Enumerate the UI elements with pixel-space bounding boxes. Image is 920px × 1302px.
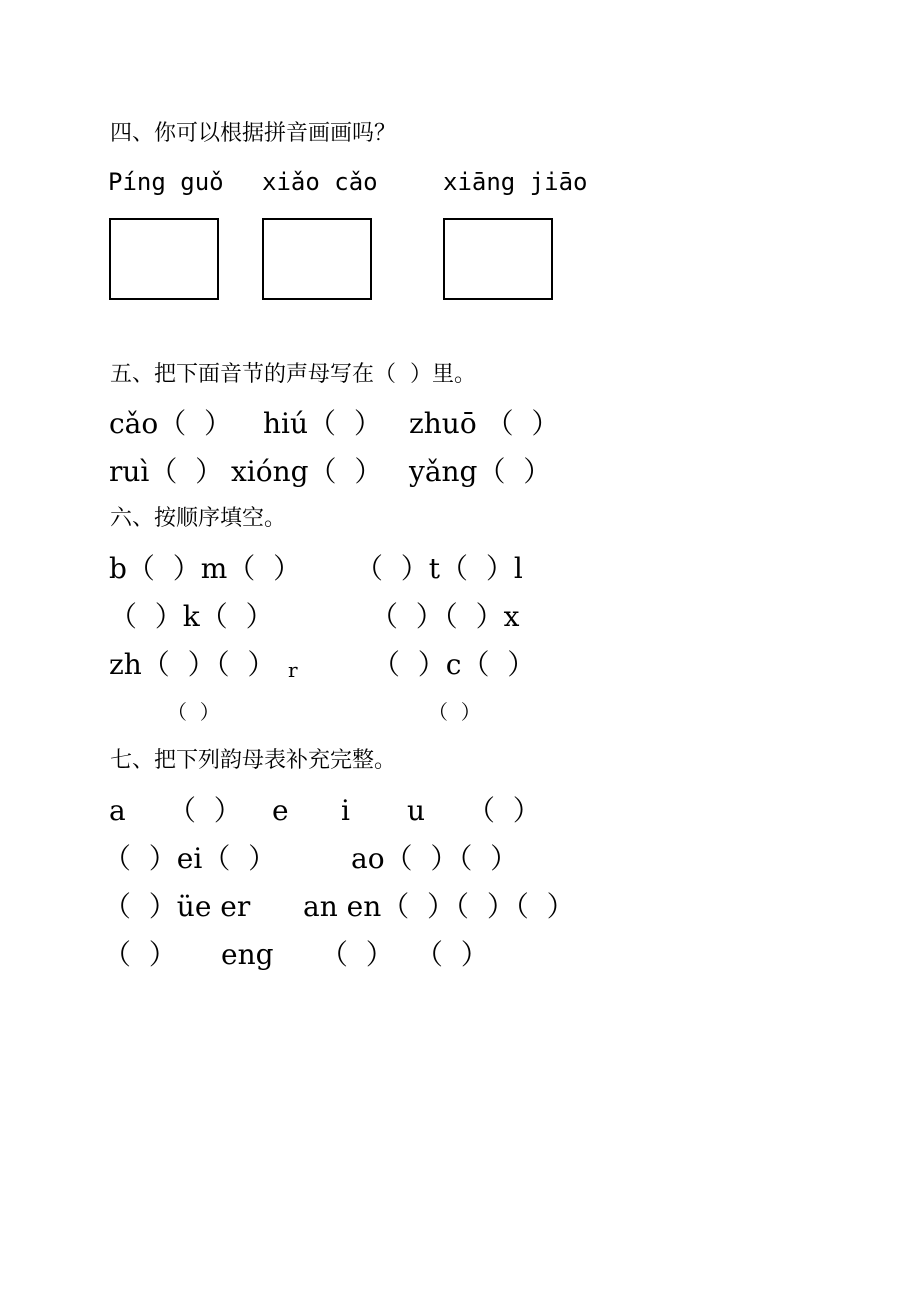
- section-7-heading: 七、把下列韵母表补充完整。: [110, 748, 397, 773]
- pinyin-pingguo: Píng guǒ: [108, 168, 224, 196]
- s7-row1-blank2: （ ）: [467, 794, 541, 827]
- s7-row1-u: u: [407, 794, 426, 827]
- s5-item-xiong: xióng（ ）: [231, 455, 383, 488]
- s6-row1-left: b（ ）m（ ）: [109, 552, 302, 585]
- s7-row2-left: （ ）ei（ ）: [103, 842, 277, 875]
- s7-row1-blank1: （ ）: [168, 794, 242, 827]
- section-5-heading: 五、把下面音节的声母写在（ ）里。: [110, 362, 476, 387]
- s6-row1-right: （ ）t（ ）l: [355, 552, 523, 585]
- section-6-heading: 六、按顺序填空。: [110, 506, 287, 531]
- s6-row4-right: （ ）: [428, 700, 481, 724]
- s6-row3-left: zh（ ）（ ）: [109, 648, 276, 681]
- s7-row4-eng: eng: [221, 938, 274, 971]
- s7-row4-blank2: （ ）: [320, 938, 394, 971]
- s6-row3-r: r: [288, 658, 298, 682]
- s7-row3-right: an en（ ）（ ）（ ）: [303, 890, 575, 923]
- s5-item-rui: ruì（ ）: [109, 455, 224, 488]
- drawing-box-xiaocao[interactable]: [262, 218, 372, 300]
- s5-item-hiu: hiú（ ）: [263, 407, 382, 440]
- s6-row4-left: （ ）: [167, 700, 220, 724]
- s7-row4-blank3: （ ）: [415, 938, 489, 971]
- s5-item-yang: yǎng（ ）: [409, 455, 552, 488]
- pinyin-xiaocao: xiǎo cǎo: [262, 168, 378, 196]
- s7-row1-i: i: [341, 794, 350, 827]
- s7-row3-left: （ ）üe er: [103, 890, 251, 923]
- drawing-box-pingguo[interactable]: [109, 218, 219, 300]
- drawing-box-xiangjiao[interactable]: [443, 218, 553, 300]
- s7-row4-blank1: （ ）: [103, 938, 177, 971]
- s6-row2-right: （ ）（ ）x: [370, 600, 520, 633]
- s5-item-cao: cǎo（ ）: [109, 407, 233, 440]
- s7-row1-a: a: [109, 794, 126, 827]
- s7-row1-e: e: [272, 794, 289, 827]
- s7-row2-right: ao（ ）（ ）: [351, 842, 519, 875]
- s5-item-zhuo: zhuō （ ）: [409, 407, 560, 440]
- s6-row3-right: （ ）c（ ）: [372, 648, 536, 681]
- pinyin-xiangjiao: xiāng jiāo: [443, 168, 588, 196]
- section-4-heading: 四、你可以根据拼音画画吗？: [110, 121, 397, 146]
- s6-row2-left: （ ）k（ ）: [109, 600, 274, 633]
